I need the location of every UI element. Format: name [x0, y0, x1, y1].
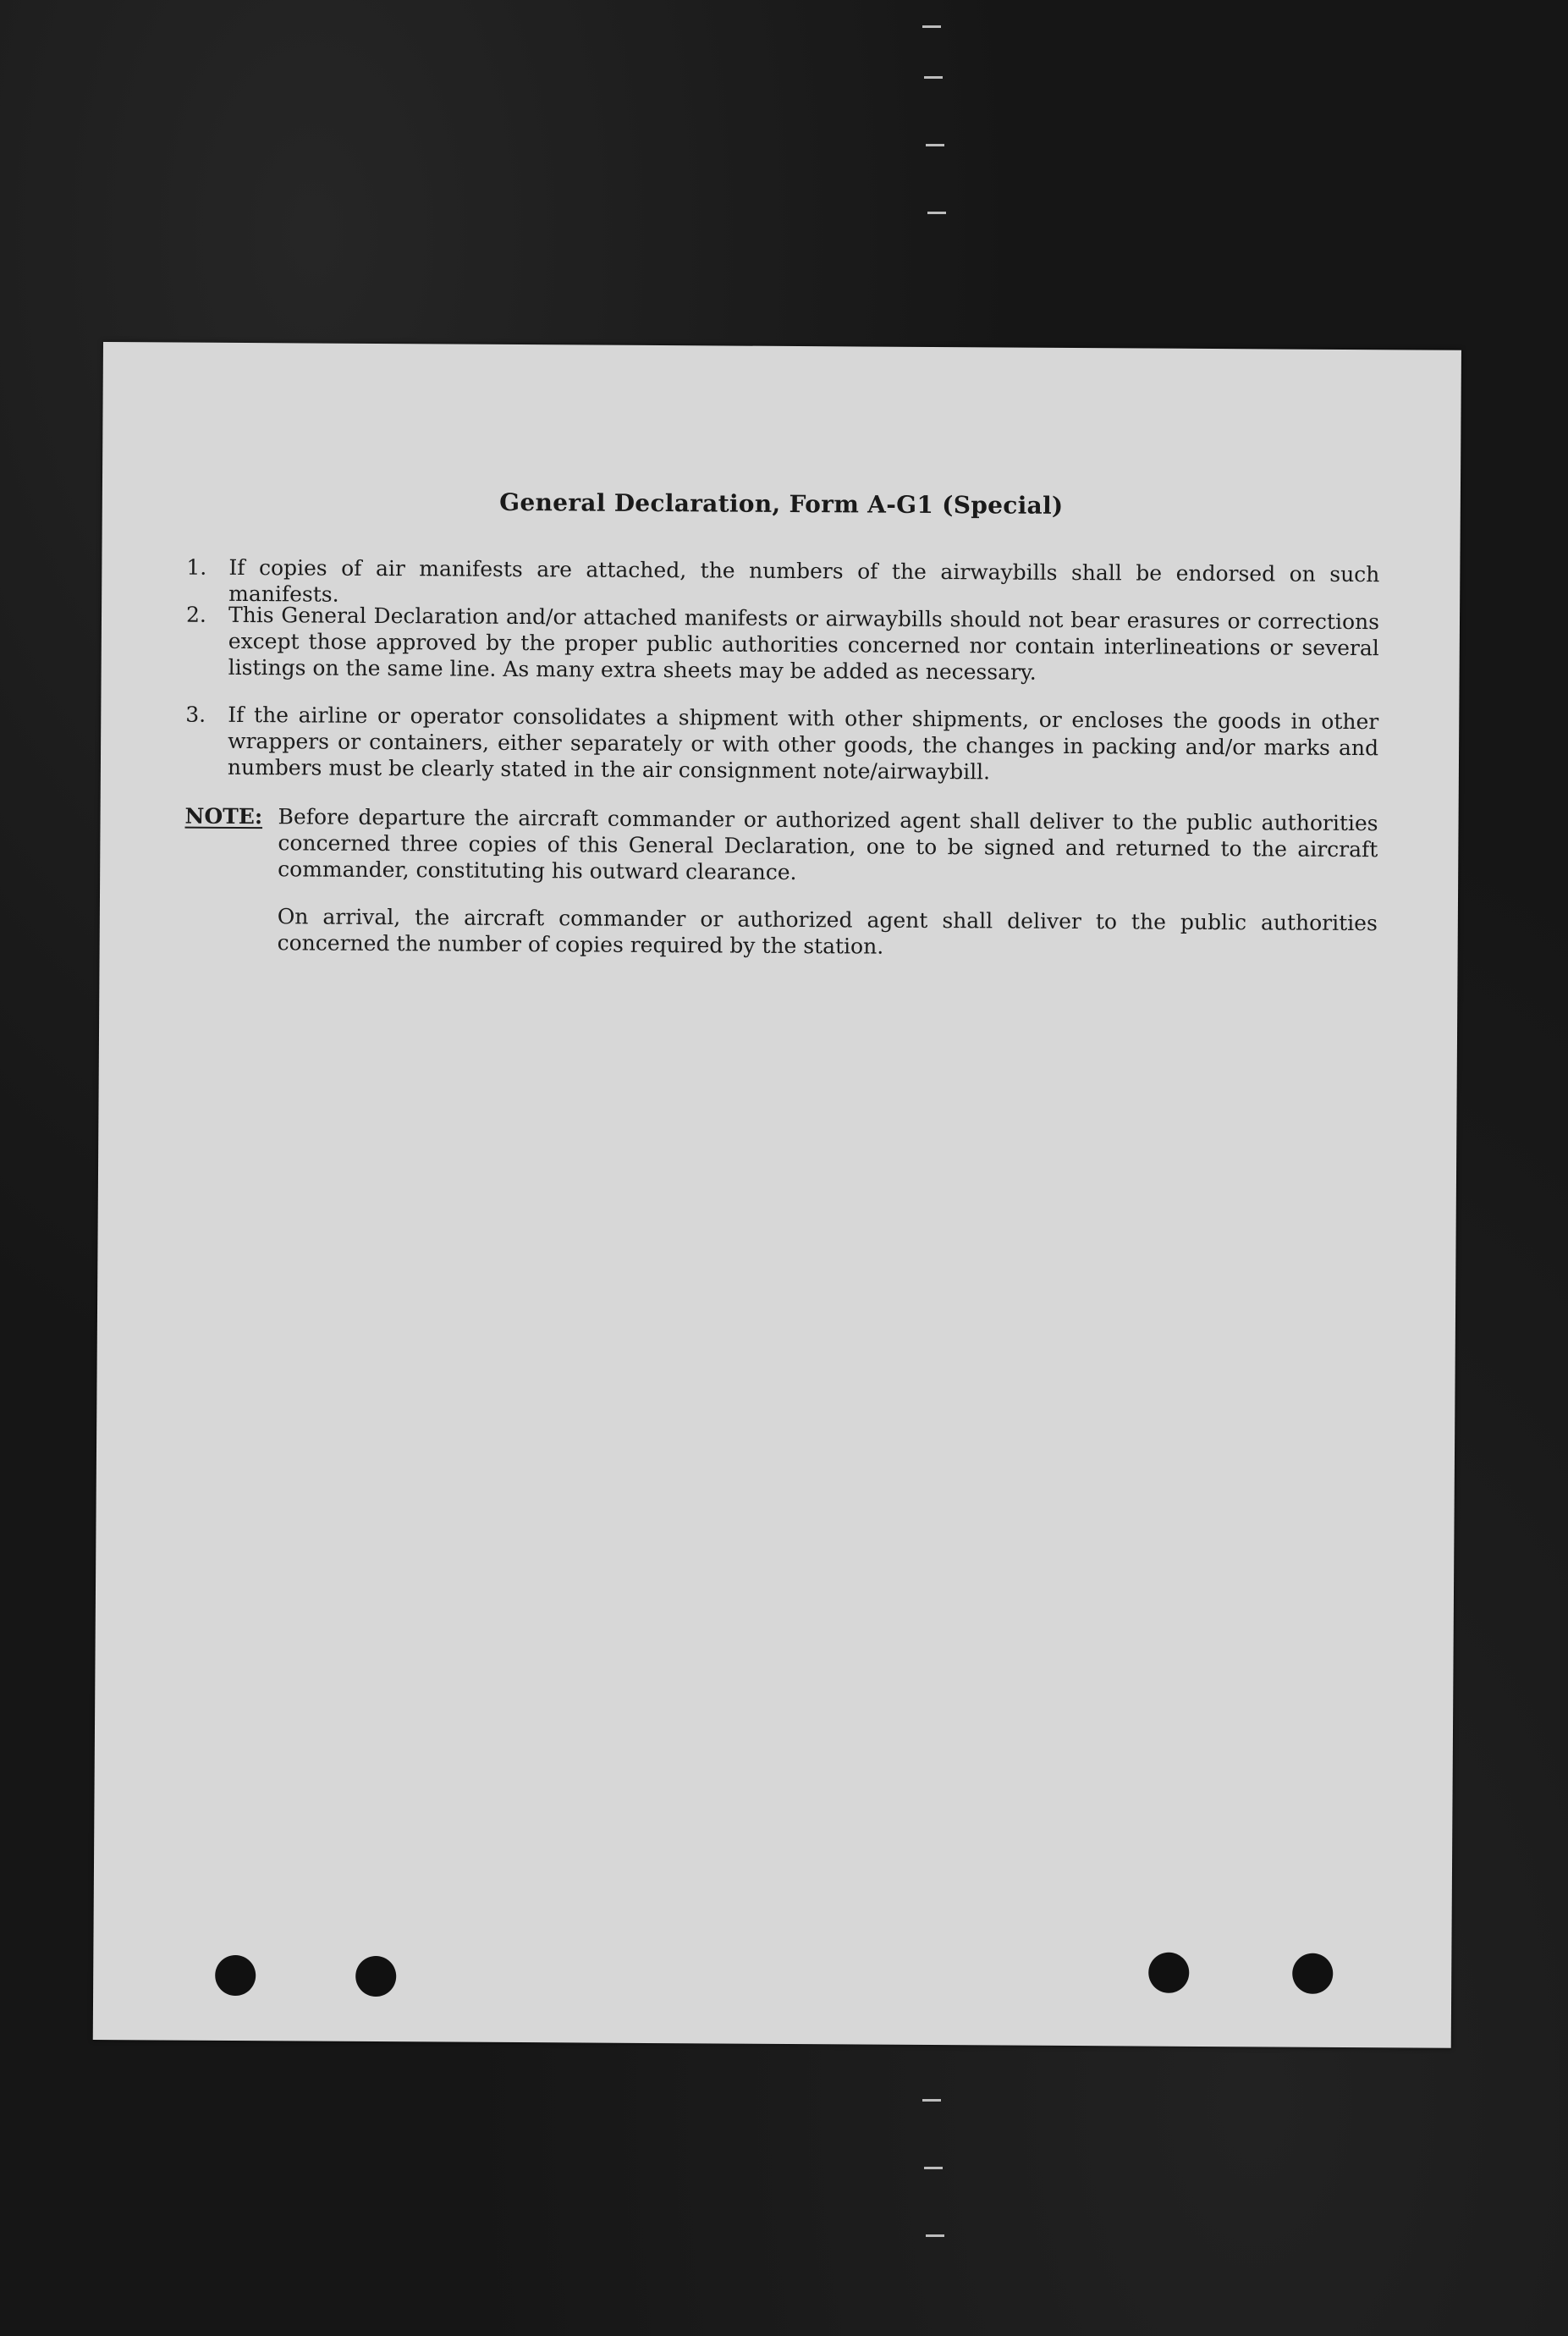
document-title: General Declaration, Form A-G1 (Special)	[499, 488, 1064, 520]
item-number: 3.	[185, 702, 206, 727]
scan-tick-mark	[924, 2167, 943, 2169]
item-text: If copies of air manifests are attached, the numbers of the airwaybills shall be endorsed on such manifests.	[228, 554, 1380, 607]
scan-tick-mark	[926, 2234, 944, 2237]
scan-tick-mark	[922, 25, 941, 28]
punch-hole	[215, 1955, 256, 1996]
item-text: If the airline or operator consolidates a shipment with other shipments, or encloses the goods in other wrappers or containers, either separately or with other goods, the changes in packing and/or marks and numbers must be clearly stated in the air consignment note/airwaybill.	[227, 702, 1379, 785]
note-paragraph: Before departure the aircraft commander or authorized agent shall deliver to the public authorities concerned three copies of this General Declaration, one to be signed and returned to the aircraft commander, constituting his outward clearance.	[278, 804, 1378, 885]
note-section	[184, 803, 1378, 963]
item-number: 2.	[185, 602, 206, 627]
punch-hole	[1292, 1953, 1333, 1994]
note-paragraph: On arrival, the aircraft commander or authorized agent shall deliver to the public authorities concerned the number of copies required by the station.	[277, 904, 1378, 959]
instruction-item	[185, 702, 1379, 788]
punch-hole	[355, 1956, 396, 1997]
scan-tick-mark	[926, 144, 944, 146]
scan-tick-mark	[922, 2099, 941, 2102]
instruction-item	[186, 602, 1380, 688]
punch-hole	[1148, 1953, 1189, 1993]
scan-tick-mark	[927, 212, 946, 214]
document-page	[93, 342, 1461, 2048]
note-label: NOTE:	[184, 803, 263, 829]
scan-tick-mark	[924, 76, 943, 79]
item-text: This General Declaration and/or attached manifests or airwaybills should not bear erasures or corrections except those approved by the proper public authorities concerned nor contain interlineations or several listings on the same line. As many extra sheets may be added as necessary.	[228, 602, 1380, 685]
item-number: 1.	[186, 554, 207, 580]
